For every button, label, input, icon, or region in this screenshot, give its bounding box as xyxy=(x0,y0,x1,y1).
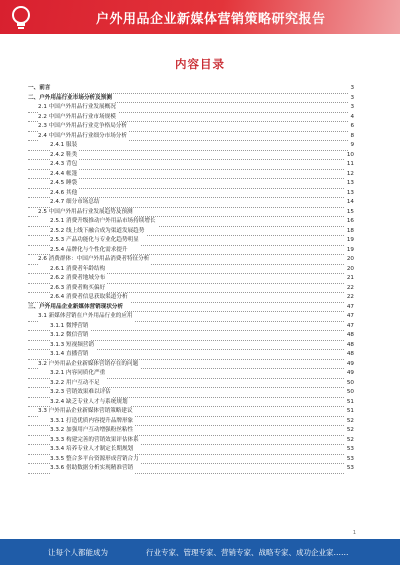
toc-entry-label: 2.1 中国户外用品行业发展概况 xyxy=(38,103,118,113)
toc-entry-label: 3.3.3 构建完善的营销效果评估体系 xyxy=(50,436,141,446)
footer-slogan: 让每个人都能成为 xyxy=(48,548,108,557)
toc-entry-page: 12 xyxy=(345,170,354,180)
toc-entry[interactable] xyxy=(28,388,354,398)
toc-entry-label: 2.4.5 睡袋 xyxy=(50,179,79,189)
toc-entry-page: 51 xyxy=(345,407,354,417)
toc-entry-label: 二、户外用品行业市场分析及预测 xyxy=(28,94,114,104)
table-of-contents xyxy=(28,84,354,474)
toc-entry-page: 14 xyxy=(345,198,354,208)
toc-entry-page: 52 xyxy=(345,436,354,446)
toc-entry[interactable] xyxy=(28,445,354,455)
toc-entry-label: 2.5.3 产品功能化与专业化趋势明显 xyxy=(50,236,141,246)
toc-entry[interactable] xyxy=(28,417,354,427)
report-header xyxy=(0,0,400,34)
toc-entry[interactable] xyxy=(28,227,354,237)
toc-entry[interactable] xyxy=(28,255,354,265)
toc-entry-label: 2.4.4 帐篷 xyxy=(50,170,79,180)
toc-entry[interactable] xyxy=(28,103,354,113)
toc-entry-page: 52 xyxy=(345,426,354,436)
toc-entry[interactable] xyxy=(28,179,354,189)
toc-entry[interactable] xyxy=(28,208,354,218)
toc-entry[interactable] xyxy=(28,189,354,199)
toc-entry[interactable] xyxy=(28,455,354,465)
toc-entry-page: 50 xyxy=(345,388,354,398)
toc-entry-label: 2.6.1 消费者年龄结构 xyxy=(50,265,107,275)
toc-entry[interactable] xyxy=(28,369,354,379)
toc-heading: 内容目录 xyxy=(175,57,225,71)
toc-entry[interactable] xyxy=(28,217,354,227)
toc-entry-page: 49 xyxy=(345,369,354,379)
toc-entry-label: 3.1.4 直播营销 xyxy=(50,350,90,360)
toc-entry-page: 53 xyxy=(345,445,354,455)
toc-entry[interactable] xyxy=(28,94,354,104)
toc-entry-label: 3.3.4 培养专业人才制定长期规划 xyxy=(50,445,135,455)
footer-tags: 行业专家、管理专家、营销专家、战略专家、成功企业家…… xyxy=(146,548,349,557)
toc-entry-label: 3.2.1 内容同质化严重 xyxy=(50,369,107,379)
toc-entry[interactable] xyxy=(28,350,354,360)
toc-entry[interactable] xyxy=(28,312,354,322)
toc-entry-page: 19 xyxy=(345,236,354,246)
toc-entry-label: 2.6.3 消费者购买偏好 xyxy=(50,284,107,294)
toc-entry-page: 48 xyxy=(345,331,354,341)
toc-entry-label: 3.1 新媒体营销在户外用品行业的应用 xyxy=(38,312,135,322)
toc-entry-label: 2.4.6 其他 xyxy=(50,189,79,199)
toc-entry-label: 3.1.2 微信营销 xyxy=(50,331,90,341)
toc-entry[interactable] xyxy=(28,303,354,313)
toc-entry-page: 13 xyxy=(345,179,354,189)
toc-entry[interactable] xyxy=(28,151,354,161)
toc-entry-label: 3.3 户外用品企业新媒体营销策略建议 xyxy=(38,407,135,417)
toc-entry[interactable] xyxy=(28,360,354,370)
toc-entry-page: 21 xyxy=(345,274,354,284)
toc-entry[interactable] xyxy=(28,246,354,256)
toc-entry[interactable] xyxy=(28,122,354,132)
toc-entry-page: 10 xyxy=(345,151,354,161)
toc-entry[interactable] xyxy=(28,322,354,332)
toc-entry-page: 6 xyxy=(348,122,354,132)
toc-entry-label: 2.3 中国户外用品行业竞争格局分析 xyxy=(38,122,129,132)
toc-entry-page: 48 xyxy=(345,350,354,360)
toc-entry-label: 2.4 中国户外用品行业细分市场分析 xyxy=(38,132,129,142)
toc-entry-page: 22 xyxy=(345,293,354,303)
toc-entry-label: 2.2 中国户外用品行业市场规模 xyxy=(38,113,118,123)
toc-entry-page: 53 xyxy=(345,464,354,474)
toc-entry-page: 47 xyxy=(345,303,354,313)
toc-entry[interactable] xyxy=(28,464,354,474)
toc-entry[interactable] xyxy=(28,398,354,408)
toc-entry-label: 2.5.4 品牌化与个性化需求提升 xyxy=(50,246,130,256)
toc-entry[interactable] xyxy=(28,436,354,446)
toc-entry-label: 2.4.7 细分市场总结 xyxy=(50,198,102,208)
toc-entry-label: 一、前言 xyxy=(28,84,52,94)
report-title: 户外用品企业新媒体营销策略研究报告 xyxy=(96,12,326,27)
lightbulb-icon xyxy=(8,4,34,30)
toc-entry-page: 47 xyxy=(345,322,354,332)
toc-entry-page: 3 xyxy=(348,84,354,94)
toc-entry-label: 2.4.3 背包 xyxy=(50,160,79,170)
toc-entry-page: 51 xyxy=(345,398,354,408)
toc-entry-label: 3.1.3 短视频营销 xyxy=(50,341,96,351)
toc-entry-label: 3.3.2 加强用户互动增强粉丝粘性 xyxy=(50,426,135,436)
toc-entry-page: 52 xyxy=(345,417,354,427)
toc-entry-page: 16 xyxy=(345,217,354,227)
toc-entry-page: 3 xyxy=(348,94,354,104)
page-number: 1 xyxy=(352,530,356,536)
toc-entry-label: 2.6 消费群体：中国户外用品消费者特征分析 xyxy=(38,255,151,265)
toc-entry-page: 49 xyxy=(345,360,354,370)
toc-entry-label: 3.2.3 营销效果难以评估 xyxy=(50,388,113,398)
toc-entry-label: 2.6.4 消费者信息获取渠道分析 xyxy=(50,293,130,303)
toc-entry-label: 2.4.2 鞋类 xyxy=(50,151,79,161)
toc-entry-label: 2.5 中国户外用品行业发展趋势及预测 xyxy=(38,208,135,218)
toc-entry[interactable] xyxy=(28,426,354,436)
toc-entry[interactable] xyxy=(28,284,354,294)
toc-entry-label: 三、户外用品企业新媒体营销现状分析 xyxy=(28,303,125,313)
toc-entry-label: 3.3.6 借助数据分析实现精准营销 xyxy=(50,464,135,474)
report-footer xyxy=(0,539,400,565)
toc-entry[interactable] xyxy=(28,293,354,303)
toc-entry[interactable] xyxy=(28,274,354,284)
toc-entry-label: 3.3.5 整合多平台资源形成营销合力 xyxy=(50,455,141,465)
toc-entry[interactable] xyxy=(28,198,354,208)
toc-entry-page: 13 xyxy=(345,189,354,199)
toc-entry-label: 3.2 户外用品企业新媒体营销存在的问题 xyxy=(38,360,140,370)
toc-entry[interactable] xyxy=(28,84,354,94)
toc-entry-page: 3 xyxy=(348,103,354,113)
toc-entry-label: 3.2.4 缺乏专业人才与系统规划 xyxy=(50,398,130,408)
toc-entry[interactable] xyxy=(28,170,354,180)
toc-entry[interactable] xyxy=(28,379,354,389)
toc-entry-page: 48 xyxy=(345,341,354,351)
toc-entry-label: 2.4.1 服装 xyxy=(50,141,79,151)
toc-entry-label: 3.2.2 用户互动不足 xyxy=(50,379,102,389)
toc-entry-label: 2.5.1 消费升级推动户外用品市场持续增长 xyxy=(50,217,158,227)
toc-entry-page: 50 xyxy=(345,379,354,389)
toc-entry-page: 15 xyxy=(345,208,354,218)
toc-entry[interactable] xyxy=(28,341,354,351)
toc-entry-page: 53 xyxy=(345,455,354,465)
toc-entry-page: 20 xyxy=(345,255,354,265)
toc-entry-page: 47 xyxy=(345,312,354,322)
toc-entry-label: 3.3.1 打造优质内容提升品牌形象 xyxy=(50,417,135,427)
toc-entry[interactable] xyxy=(28,331,354,341)
toc-entry[interactable] xyxy=(28,236,354,246)
toc-entry-label: 2.6.2 消费者地域分布 xyxy=(50,274,107,284)
toc-entry-page: 22 xyxy=(345,284,354,294)
toc-entry-page: 20 xyxy=(345,265,354,275)
toc-entry-page: 19 xyxy=(345,246,354,256)
toc-entry-page: 9 xyxy=(348,141,354,151)
toc-entry[interactable] xyxy=(28,141,354,151)
toc-entry[interactable] xyxy=(28,265,354,275)
toc-entry-label: 3.1.1 微博营销 xyxy=(50,322,90,332)
toc-entry[interactable] xyxy=(28,407,354,417)
toc-entry[interactable] xyxy=(28,132,354,142)
toc-entry[interactable] xyxy=(28,113,354,123)
toc-entry[interactable] xyxy=(28,160,354,170)
toc-entry-page: 11 xyxy=(345,160,354,170)
toc-entry-page: 4 xyxy=(348,113,354,123)
toc-entry-page: 8 xyxy=(348,132,354,142)
toc-entry-label: 2.5.2 线上线下融合成为渠道发展趋势 xyxy=(50,227,146,237)
toc-entry-page: 18 xyxy=(345,227,354,237)
